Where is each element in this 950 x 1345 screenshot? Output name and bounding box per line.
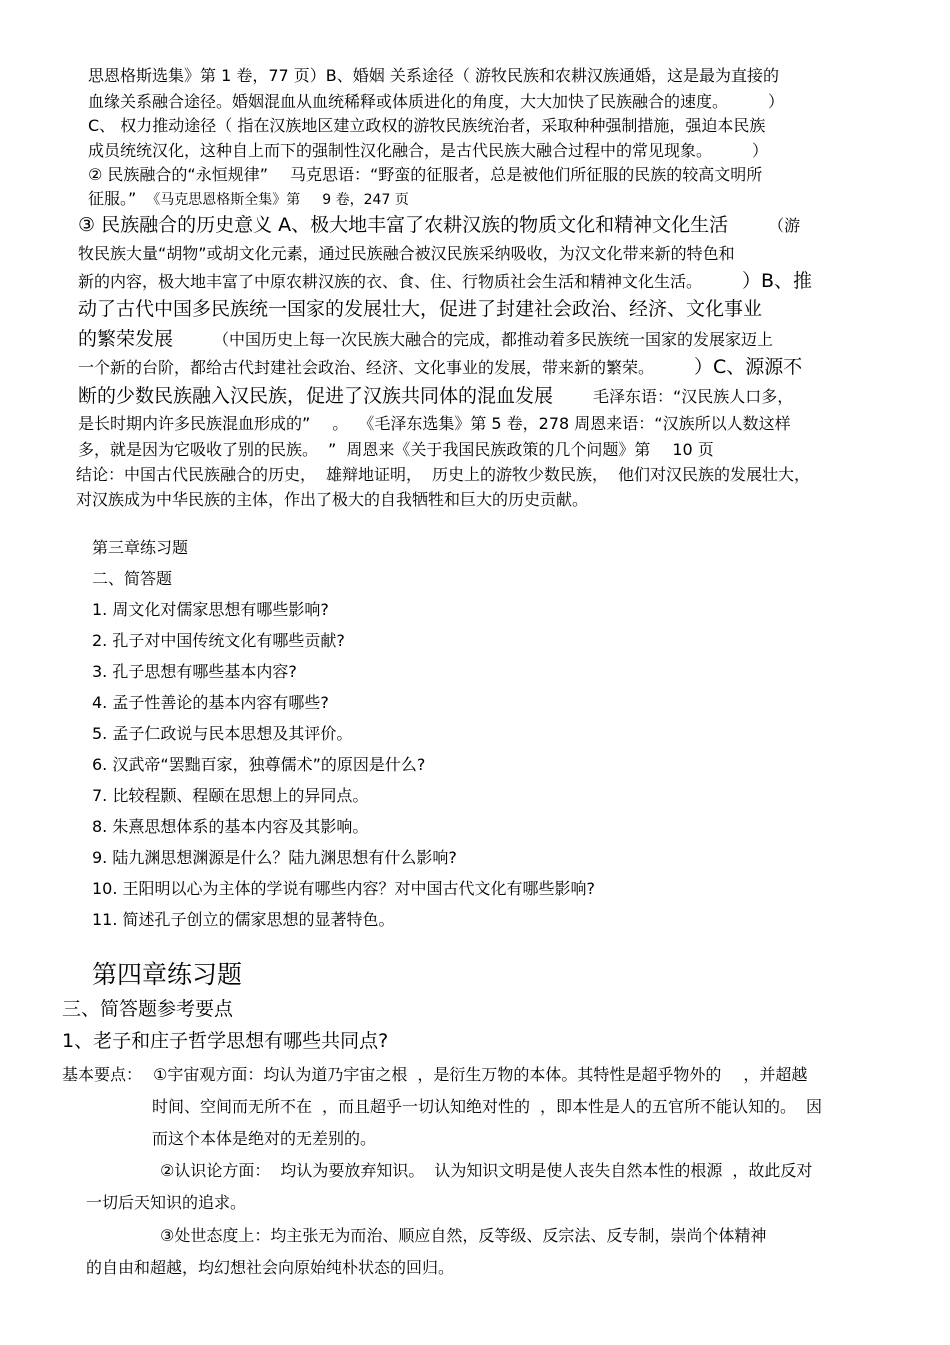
text-segment: 新的内容，极大地丰富了中原农耕汉族的衣、食、住、行物质社会生活和精神文化生活。 <box>78 272 703 291</box>
list-item: 1. 周文化对儒家思想有哪些影响? <box>92 600 329 619</box>
text-line <box>88 94 784 110</box>
text-segment: 断的少数民族融入汉民族，促进了汉族共同体的混血发展 <box>78 385 554 407</box>
chapter4-title: 第四章练习题 <box>92 960 243 989</box>
text-segment: （中国历史上每一次民族大融合的完成，都推动着多民族统一国家的发展家迈上 <box>213 330 774 349</box>
text-segment: 马克思语：“野蛮的征服者，总是被他们所征服的民族的较高文明所 <box>290 165 763 184</box>
text-segment: 均认为要放弃知识。 <box>280 1161 425 1180</box>
text-segment: ② 民族融合的“永恒规律” <box>88 165 269 184</box>
text-line <box>78 387 793 406</box>
text-line <box>152 1099 822 1115</box>
question-heading: 1、老子和庄子哲学思想有哪些共同点? <box>62 1030 389 1052</box>
text-segment: ①宇宙观方面：均认为道乃宇宙之根 <box>153 1065 408 1084</box>
text-line: C、 权力推动途径（ 指在汉族地区建立政权的游牧民族统治者，采取种种强制措施，强迫本民族 <box>88 116 766 135</box>
text-segment: 的繁荣发展 <box>78 328 174 350</box>
text-line <box>153 1067 807 1083</box>
list-item: 3. 孔子思想有哪些基本内容? <box>92 662 297 681</box>
list-item: 11. 简述孔子创立的儒家思想的显著特色。 <box>92 910 395 929</box>
text-segment: ，是衍生万物的本体。其特性是超乎物外的 <box>417 1065 722 1084</box>
chapter3-section: 二、简答题 <box>92 569 173 588</box>
text-segment: ” <box>328 440 337 459</box>
text-segment: ，而且超乎一切认知绝对性的 <box>322 1097 531 1116</box>
text-line <box>160 1163 812 1179</box>
text-segment: ②认识论方面： <box>160 1161 271 1180</box>
text-segment: ）C、源源不 <box>694 356 803 378</box>
text-line: 一切后天知识的追求。 <box>86 1193 247 1212</box>
text-segment: 周恩来《关于我国民族政策的几个问题》第 <box>346 440 651 459</box>
text-line <box>78 330 773 349</box>
list-item: 4. 孟子性善论的基本内容有哪些? <box>92 693 329 712</box>
text-segment: 他们对汉民族的发展壮大， <box>618 465 811 484</box>
text-line <box>78 358 802 377</box>
text-line <box>88 191 409 207</box>
text-line <box>78 416 791 432</box>
text-segment: ，即本性是人的五官所不能认知的。 <box>540 1097 797 1116</box>
text-line <box>78 216 800 235</box>
text-segment: 结论：中国古代民族融合的历史， <box>76 465 317 484</box>
text-line: 动了古代中国多民族统一国家的发展壮大，促进了封建社会政治、经济、文化事业 <box>78 298 763 320</box>
chapter4-section: 三、简答题参考要点 <box>62 998 234 1020</box>
text-segment: ） <box>752 141 769 160</box>
text-segment: ） <box>768 92 785 111</box>
text-line: 对汉族成为中华民族的主体，作出了极大的自我牺牲和巨大的历史贡献。 <box>76 490 589 509</box>
text-segment: 一个新的台阶，都给古代封建社会政治、经济、文化事业的发展，带来新的繁荣。 <box>78 358 655 377</box>
text-line <box>88 167 762 183</box>
text-line: 的自由和超越，均幻想社会向原始纯朴状态的回归。 <box>86 1258 455 1277</box>
text-line <box>88 143 768 159</box>
text-segment: 认为知识文明是使人丧失自然本性的根源 <box>434 1161 723 1180</box>
text-segment: 是长时期内许多民族混血形成的” <box>78 414 311 433</box>
text-segment: 。 <box>332 414 349 433</box>
list-item: 10. 王阳明以心为主体的学说有哪些内容？对中国古代文化有哪些影响? <box>92 879 596 898</box>
text-segment: 征服。” <box>88 189 137 208</box>
text-segment: 多，就是因为它吸收了别的民族。 <box>78 440 319 459</box>
list-item: 5. 孟子仁政说与民本思想及其评价。 <box>92 724 353 743</box>
list-item: 9. 陆九渊思想渊源是什么？陆九渊思想有什么影响? <box>92 848 457 867</box>
text-segment: 时间、空间而无所不在 <box>152 1097 313 1116</box>
text-line <box>78 442 714 458</box>
text-segment: ）B、推 <box>742 270 813 292</box>
text-segment: 10 页 <box>672 440 714 459</box>
answer-label: 基本要点： <box>62 1065 143 1084</box>
text-segment: 历史上的游牧少数民族， <box>432 465 609 484</box>
text-segment: ③ 民族融合的历史意义 A、极大地丰富了农耕汉族的物质文化和精神文化生活 <box>78 214 729 236</box>
text-segment: 毛泽东语：“汉民族人口多， <box>593 387 794 406</box>
text-line: ③处世态度上：均主张无为而治、顺应自然，反等级、反宗法、反专制，崇尚个体精神 <box>160 1226 767 1245</box>
text-segment: 《马克思恩格斯全集》第 <box>146 192 301 208</box>
list-item: 2. 孔子对中国传统文化有哪些贡献? <box>92 631 345 650</box>
text-segment: ，故此反对 <box>732 1161 813 1180</box>
text-line <box>76 467 810 483</box>
text-segment: 因 <box>806 1097 823 1116</box>
text-segment: 雄辩地证明， <box>326 465 423 484</box>
text-segment: 9 卷，247 页 <box>322 192 409 208</box>
list-item: 8. 朱熹思想体系的基本内容及其影响。 <box>92 817 369 836</box>
text-segment: （游 <box>768 216 801 235</box>
chapter3-title: 第三章练习题 <box>92 538 189 557</box>
text-segment: 成员统统汉化，这种自上而下的强制性汉化融合，是古代民族大融合过程中的常见现象。 <box>88 141 713 160</box>
text-segment: 血缘关系融合途径。婚姻混血从血统稀释或体质进化的角度，大大加快了民族融合的速度。 <box>88 92 729 111</box>
list-item: 7. 比较程颢、程颐在思想上的异同点。 <box>92 786 369 805</box>
text-line: 思恩格斯选集》第 1 卷，77 页）B、婚姻 关系途径（ 游牧民族和农耕汉族通婚，这是最为直接的 <box>88 66 779 85</box>
text-segment: 《毛泽东选集》第 5 卷，278 周恩来语：“汉族所以人数这样 <box>358 414 791 433</box>
text-line: 牧民族大量“胡物”或胡文化元素，通过民族融合被汉民族采纳吸收，为汉文化带来新的特色和 <box>78 244 735 263</box>
text-line: 而这个本体是绝对的无差别的。 <box>152 1129 377 1148</box>
text-line <box>78 272 812 291</box>
list-item: 6. 汉武帝“罢黜百家，独尊儒术”的原因是什么? <box>92 755 426 774</box>
text-segment: ，并超越 <box>743 1065 808 1084</box>
